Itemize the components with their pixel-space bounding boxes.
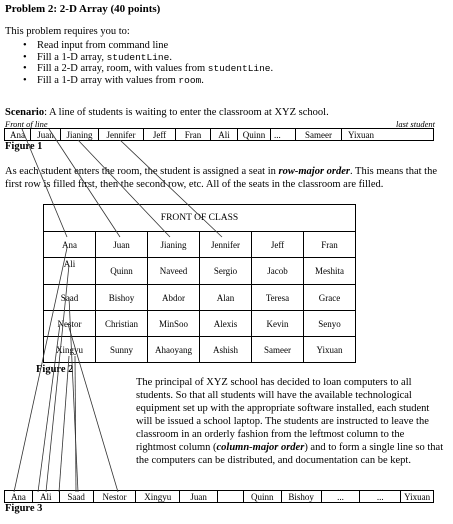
requirement-item bbox=[21, 40, 441, 52]
requirement-punct: . bbox=[270, 63, 274, 74]
seat-cell: Alexis bbox=[200, 311, 252, 337]
requirement-punct: . bbox=[169, 51, 172, 63]
requirement-text: Fill a 1-D array with values from bbox=[37, 74, 179, 86]
seat-cell: Juan bbox=[96, 232, 148, 258]
seat-cell: Jacob bbox=[252, 258, 304, 285]
arrow-line bbox=[59, 356, 69, 492]
column-major-line-cell bbox=[218, 491, 244, 502]
seat-cell: Senyo bbox=[304, 311, 356, 337]
row-major-text-after: . This means that the first row is filled first, then the second row, etc. All of the seats in the classroom are filled. bbox=[5, 166, 437, 190]
seat-cell: MinSoo bbox=[148, 311, 200, 337]
seat-cell: Ahaoyang bbox=[148, 337, 200, 363]
seat-cell: Yixuan bbox=[304, 337, 356, 363]
student-line-array bbox=[4, 128, 434, 141]
figure1-caption: Figure 1 bbox=[5, 141, 43, 152]
seat-cell: Jeff bbox=[252, 232, 304, 258]
requirement-item bbox=[21, 63, 441, 75]
seat-cell: Ali bbox=[44, 258, 96, 285]
scenario-text: : A line of students is waiting to enter the classroom at XYZ school. bbox=[44, 107, 329, 118]
column-major-emphasis: column-major order bbox=[216, 442, 305, 453]
column-major-paragraph bbox=[136, 376, 444, 467]
seat-cell: Kevin bbox=[252, 311, 304, 337]
student-line-cell: Quinn bbox=[238, 129, 271, 140]
seat-cell: Ana bbox=[44, 232, 96, 258]
classroom-row bbox=[44, 232, 356, 258]
requirement-code: studentLine bbox=[207, 63, 271, 74]
seat-cell: Quinn bbox=[96, 258, 148, 285]
row-major-text-before: As each student enters the room, the student is assigned a seat in bbox=[5, 166, 279, 177]
student-line-cell: Fran bbox=[176, 129, 211, 140]
student-line-cell: ... bbox=[271, 129, 296, 140]
seat-cell: Xingyu bbox=[44, 337, 96, 363]
student-line-cell: Jennifer bbox=[99, 129, 144, 140]
seat-cell: Abdor bbox=[148, 285, 200, 311]
student-line-cell: Juan bbox=[31, 129, 61, 140]
seat-cell: Jianing bbox=[148, 232, 200, 258]
seat-cell: Meshita bbox=[304, 258, 356, 285]
column-major-line-cell: Bishoy bbox=[282, 491, 322, 502]
column-major-text-before: The principal of XYZ school has decided to loan computers to all students. So that all students will have the available technological equipment set up with the appropriate software installed, each student will be issued a school laptop. The students are instructed to leave the classroom in an orderly fashion from the leftmost column to the rightmost column ( bbox=[136, 377, 430, 453]
classroom-row bbox=[44, 337, 356, 363]
requirements-list bbox=[21, 40, 441, 86]
requirement-code: room bbox=[178, 74, 202, 86]
column-major-line-cell: Nestor bbox=[94, 491, 137, 502]
seat-cell: Alan bbox=[200, 285, 252, 311]
front-of-class-label: FRONT OF CLASS bbox=[44, 205, 356, 232]
scenario-label: Scenario bbox=[5, 107, 45, 118]
requirement-item bbox=[21, 52, 441, 64]
column-major-line-cell: Juan bbox=[180, 491, 218, 502]
figure3-caption: Figure 3 bbox=[5, 503, 43, 514]
seat-cell: Sergio bbox=[200, 258, 252, 285]
requirement-item bbox=[21, 75, 441, 87]
column-major-text-after: ) and to form a single line so that the computers can be distributed, and documentation can be kept. bbox=[136, 442, 444, 466]
student-line-cell: Jianing bbox=[61, 129, 99, 140]
column-major-line-cell: Yixuan bbox=[404, 492, 431, 502]
classroom-row bbox=[44, 311, 356, 337]
seat-cell: Naveed bbox=[148, 258, 200, 285]
seat-cell: Ashish bbox=[200, 337, 252, 363]
figure2-caption: Figure 2 bbox=[36, 364, 74, 375]
classroom-grid bbox=[43, 204, 356, 363]
student-line-cell: Yixuan bbox=[348, 130, 374, 140]
seat-cell: Christian bbox=[96, 311, 148, 337]
seat-cell: Jennifer bbox=[200, 232, 252, 258]
column-major-line-cell: Ali bbox=[33, 491, 60, 502]
intro-text: This problem requires you to: bbox=[5, 26, 130, 37]
requirement-text: Fill a 1-D array, bbox=[37, 51, 107, 63]
student-line-cell: Sameer bbox=[296, 129, 342, 140]
student-line-cell: Jeff bbox=[144, 129, 176, 140]
column-major-line-cell: Ana bbox=[5, 491, 33, 502]
classroom-row bbox=[44, 258, 356, 285]
seat-cell: Bishoy bbox=[96, 285, 148, 311]
seat-cell: Sunny bbox=[96, 337, 148, 363]
last-student-label: last student bbox=[396, 119, 435, 129]
column-major-line-cell: ... bbox=[322, 491, 361, 502]
front-of-line-label: Front of line bbox=[5, 119, 48, 129]
arrow-line bbox=[75, 356, 76, 492]
column-major-line-cell: Saad bbox=[60, 491, 94, 502]
seat-cell: Fran bbox=[304, 232, 356, 258]
student-line-cell: Ana bbox=[5, 129, 31, 140]
column-major-line-cell: Xingyu bbox=[136, 491, 180, 502]
requirement-text: Fill a 2-D array, room, with values from bbox=[37, 63, 208, 74]
row-major-emphasis: row-major order bbox=[278, 166, 350, 177]
column-major-line-cell: ... bbox=[360, 491, 401, 502]
classroom-row bbox=[44, 285, 356, 311]
column-major-line-cell: Quinn bbox=[244, 491, 282, 502]
seat-cell: Grace bbox=[304, 285, 356, 311]
requirement-text: Read input from command line bbox=[37, 40, 169, 51]
scenario-paragraph bbox=[5, 107, 445, 120]
requirement-punct: . bbox=[201, 74, 204, 86]
seat-cell: Saad bbox=[44, 285, 96, 311]
problem-title: Problem 2: 2-D Array (40 points) bbox=[5, 3, 161, 15]
column-major-line-array bbox=[4, 490, 434, 503]
requirement-code: studentLine bbox=[106, 51, 170, 63]
seat-cell: Teresa bbox=[252, 285, 304, 311]
row-major-paragraph bbox=[5, 166, 445, 191]
seat-cell: Sameer bbox=[252, 337, 304, 363]
student-line-cell: Ali bbox=[211, 129, 238, 140]
seat-cell: Nestor bbox=[44, 311, 96, 337]
